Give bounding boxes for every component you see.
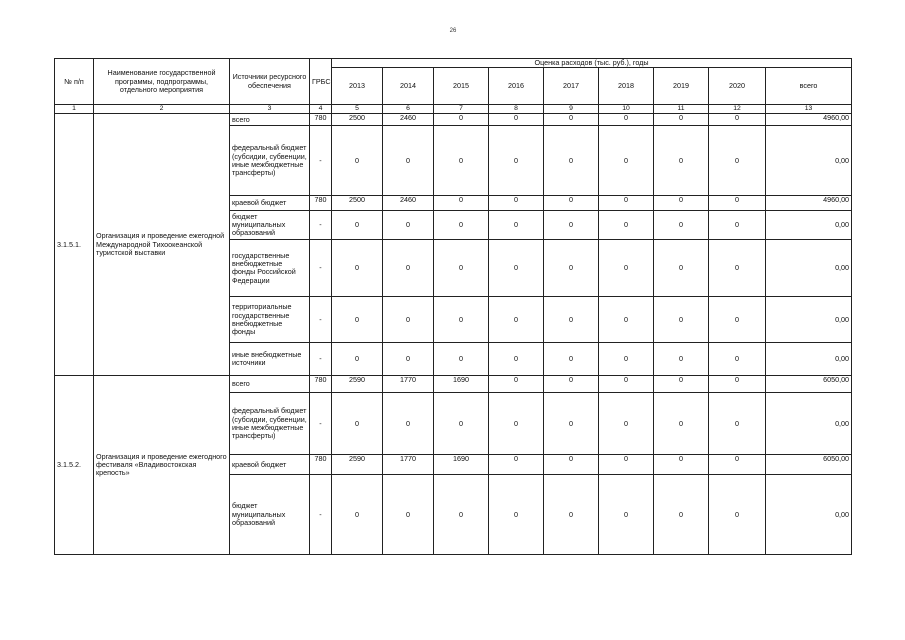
source-label: иные внебюджетные источники <box>230 343 310 376</box>
total-value: 4960,00 <box>766 196 852 211</box>
year-value: 0 <box>544 196 599 211</box>
header-year: 2016 <box>489 68 544 105</box>
event-name: Организация и проведение ежегодной Международной Тихоокеанской туристской выставки <box>94 114 230 376</box>
year-value: 0 <box>544 114 599 126</box>
year-value: 0 <box>544 343 599 376</box>
year-value: 0 <box>383 343 434 376</box>
year-value: 0 <box>434 211 489 240</box>
year-value: 0 <box>709 114 766 126</box>
year-value: 0 <box>544 240 599 297</box>
year-value: 2500 <box>332 114 383 126</box>
year-value: 0 <box>332 343 383 376</box>
year-value: 0 <box>434 126 489 196</box>
total-value: 0,00 <box>766 240 852 297</box>
year-value: 0 <box>709 475 766 555</box>
year-value: 2460 <box>383 114 434 126</box>
column-number: 4 <box>310 105 332 114</box>
header-year: 2020 <box>709 68 766 105</box>
header-year: 2019 <box>654 68 709 105</box>
year-value: 0 <box>332 297 383 343</box>
header-estimate: Оценка расходов (тыс. руб.), годы <box>332 59 852 68</box>
year-value: 0 <box>434 475 489 555</box>
grbs-value: - <box>310 211 332 240</box>
year-value: 2500 <box>332 196 383 211</box>
total-value: 0,00 <box>766 343 852 376</box>
grbs-value: 780 <box>310 196 332 211</box>
column-number: 7 <box>434 105 489 114</box>
table-row <box>55 114 852 126</box>
year-value: 0 <box>434 297 489 343</box>
year-value: 0 <box>489 126 544 196</box>
column-number: 13 <box>766 105 852 114</box>
header-number: № п/п <box>55 59 94 105</box>
source-label: краевой бюджет <box>230 455 310 475</box>
grbs-value: - <box>310 240 332 297</box>
year-value: 0 <box>489 114 544 126</box>
header-total: всего <box>766 68 852 105</box>
year-value: 1690 <box>434 376 489 393</box>
year-value: 0 <box>489 297 544 343</box>
event-code: 3.1.5.1. <box>55 114 94 376</box>
year-value: 0 <box>489 455 544 475</box>
year-value: 0 <box>332 240 383 297</box>
year-value: 0 <box>383 211 434 240</box>
year-value: 0 <box>709 211 766 240</box>
total-value: 0,00 <box>766 211 852 240</box>
year-value: 0 <box>544 126 599 196</box>
year-value: 0 <box>489 196 544 211</box>
year-value: 0 <box>709 240 766 297</box>
year-value: 2590 <box>332 376 383 393</box>
year-value: 0 <box>434 393 489 455</box>
header-year: 2013 <box>332 68 383 105</box>
year-value: 0 <box>383 240 434 297</box>
event-code: 3.1.5.2. <box>55 376 94 555</box>
year-value: 0 <box>544 455 599 475</box>
year-value: 0 <box>434 196 489 211</box>
column-number: 1 <box>55 105 94 114</box>
year-value: 0 <box>332 393 383 455</box>
source-label: краевой бюджет <box>230 196 310 211</box>
year-value: 0 <box>434 114 489 126</box>
year-value: 2590 <box>332 455 383 475</box>
year-value: 0 <box>489 376 544 393</box>
year-value: 1770 <box>383 376 434 393</box>
header-year: 2015 <box>434 68 489 105</box>
year-value: 0 <box>654 240 709 297</box>
table-row <box>55 376 852 393</box>
year-value: 0 <box>544 393 599 455</box>
year-value: 0 <box>489 240 544 297</box>
year-value: 1770 <box>383 455 434 475</box>
year-value: 0 <box>544 297 599 343</box>
year-value: 0 <box>332 475 383 555</box>
year-value: 0 <box>383 126 434 196</box>
total-value: 6050,00 <box>766 376 852 393</box>
column-number: 2 <box>94 105 230 114</box>
total-value: 4960,00 <box>766 114 852 126</box>
header-year: 2018 <box>599 68 654 105</box>
column-number: 10 <box>599 105 654 114</box>
budget-table <box>54 58 852 555</box>
source-label: бюджет муниципальных образований <box>230 475 310 555</box>
source-label: всего <box>230 114 310 126</box>
year-value: 0 <box>599 297 654 343</box>
year-value: 0 <box>332 211 383 240</box>
total-value: 0,00 <box>766 297 852 343</box>
year-value: 0 <box>654 114 709 126</box>
year-value: 0 <box>599 240 654 297</box>
year-value: 0 <box>489 211 544 240</box>
header-name: Наименование государственной программы, подпрограммы, отдельного мероприятия <box>94 59 230 105</box>
year-value: 0 <box>709 376 766 393</box>
year-value: 0 <box>544 376 599 393</box>
header-year: 2014 <box>383 68 434 105</box>
column-numbers-row <box>55 105 852 114</box>
year-value: 0 <box>654 343 709 376</box>
year-value: 0 <box>599 343 654 376</box>
header-year: 2017 <box>544 68 599 105</box>
grbs-value: 780 <box>310 114 332 126</box>
year-value: 0 <box>383 475 434 555</box>
source-label: государственные внебюджетные фонды Российской Федерации <box>230 240 310 297</box>
source-label: бюджет муниципальных образований <box>230 211 310 240</box>
page-number: 26 <box>449 28 457 34</box>
year-value: 0 <box>544 475 599 555</box>
column-number: 6 <box>383 105 434 114</box>
year-value: 0 <box>434 240 489 297</box>
column-number: 8 <box>489 105 544 114</box>
year-value: 0 <box>654 297 709 343</box>
column-number: 12 <box>709 105 766 114</box>
grbs-value: - <box>310 393 332 455</box>
year-value: 0 <box>599 376 654 393</box>
grbs-value: - <box>310 126 332 196</box>
grbs-value: 780 <box>310 376 332 393</box>
grbs-value: 780 <box>310 455 332 475</box>
total-value: 0,00 <box>766 393 852 455</box>
budget-body <box>55 114 852 555</box>
year-value: 0 <box>599 211 654 240</box>
grbs-value: - <box>310 475 332 555</box>
year-value: 2460 <box>383 196 434 211</box>
year-value: 0 <box>654 126 709 196</box>
year-value: 0 <box>654 196 709 211</box>
header-source: Источники ресурсного обеспечения <box>230 59 310 105</box>
column-number: 11 <box>654 105 709 114</box>
source-label: территориальные государственные внебюджетные фонды <box>230 297 310 343</box>
year-value: 0 <box>599 196 654 211</box>
total-value: 0,00 <box>766 475 852 555</box>
year-value: 0 <box>489 475 544 555</box>
year-value: 0 <box>709 297 766 343</box>
year-value: 0 <box>709 126 766 196</box>
year-value: 0 <box>709 343 766 376</box>
year-value: 0 <box>332 126 383 196</box>
year-value: 0 <box>709 455 766 475</box>
grbs-value: - <box>310 297 332 343</box>
year-value: 0 <box>489 343 544 376</box>
year-value: 0 <box>599 393 654 455</box>
source-label: федеральный бюджет (субсидии, субвенции, иные межбюджетные трансферты) <box>230 126 310 196</box>
year-value: 1690 <box>434 455 489 475</box>
source-label: всего <box>230 376 310 393</box>
column-number: 3 <box>230 105 310 114</box>
year-value: 0 <box>654 455 709 475</box>
total-value: 6050,00 <box>766 455 852 475</box>
year-value: 0 <box>654 211 709 240</box>
year-value: 0 <box>489 393 544 455</box>
year-value: 0 <box>654 475 709 555</box>
year-value: 0 <box>709 393 766 455</box>
total-value: 0,00 <box>766 126 852 196</box>
year-value: 0 <box>383 297 434 343</box>
year-value: 0 <box>383 393 434 455</box>
year-value: 0 <box>654 393 709 455</box>
year-value: 0 <box>434 343 489 376</box>
column-number: 5 <box>332 105 383 114</box>
year-value: 0 <box>599 455 654 475</box>
grbs-value: - <box>310 343 332 376</box>
year-value: 0 <box>599 475 654 555</box>
header-grbs: ГРБС <box>310 59 332 105</box>
year-value: 0 <box>544 211 599 240</box>
source-label: федеральный бюджет (субсидии, субвенции, иные межбюджетные трансферты) <box>230 393 310 455</box>
column-number: 9 <box>544 105 599 114</box>
event-name: Организация и проведение ежегодного фестиваля «Владивостокская крепость» <box>94 376 230 555</box>
year-value: 0 <box>654 376 709 393</box>
year-value: 0 <box>599 126 654 196</box>
year-value: 0 <box>599 114 654 126</box>
year-value: 0 <box>709 196 766 211</box>
